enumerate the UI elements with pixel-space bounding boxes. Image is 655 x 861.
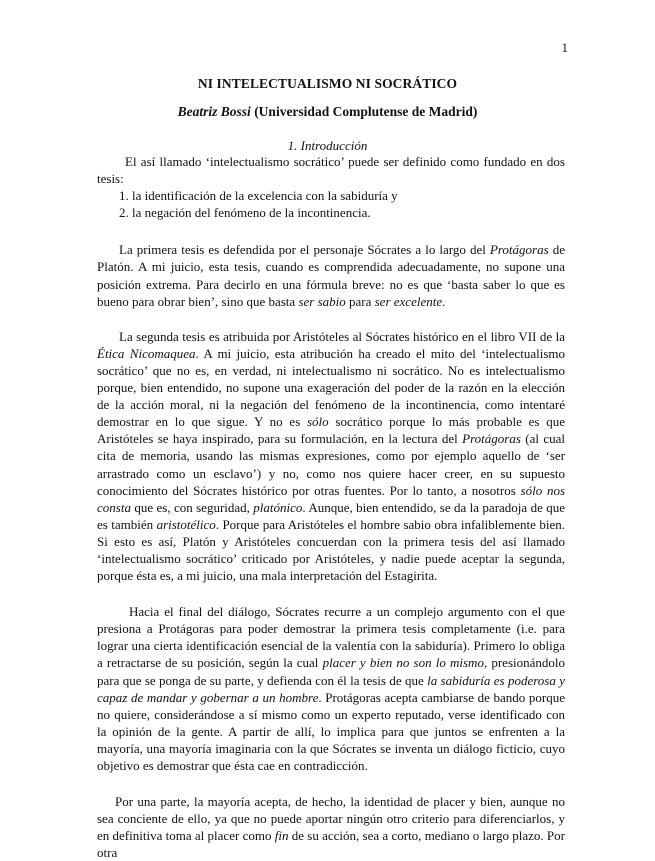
author-name: Beatriz Bossi [177, 104, 251, 119]
intro-paragraph: El así llamado ‘intelectualismo socrático’ puede ser definido como fundado en dos tesis: [97, 154, 565, 187]
paragraph-3: Hacia el final del diálogo, Sócrates recurre a un complejo argumento con el que presiona a Protágoras para poder demostrar la primera tesis completamente (i.e. para lograr una cierta identificación esencial de la valentía con la sabiduría). Primero lo obliga a retractarse de su posición, según la cual placer y bien no son lo mismo, presionándolo para que se ponga de su parte, y defienda con él la tesis de que la sabiduría es poderosa y capaz de mandar y gobernar a un hombre. Protágoras acepta cambiarse de bando porque no quiere, considerándose a sí mismo como un experto reputado, verse identificado con la opinión de la gente. A partir de allí, lo implica para que juntos se enfrenten a la mayoría, una mayoría imaginaria con la que Sócrates se inventa un diálogo ficticio, cuyo objetivo es demostrar que ésta cae en contradicción. [97, 604, 566, 773]
author-affiliation: (Universidad Complutense de Madrid) [254, 104, 478, 119]
page-number: 1 [561, 40, 568, 55]
thesis-item-2: 2. la negación del fenómeno de la incontinencia. [119, 205, 371, 221]
paragraph-2: La segunda tesis es atribuida por Aristóteles al Sócrates histórico en el libro VII de la Ética Nicomaquea. A mi juicio, esta atribución ha creado el mito del ‘intelectualismo socrático’ que no es, en verdad, ni intelectualismo ni socrático. No es intelectualismo porque, bien entendido, no supone una exageración del poder de la razón en la elección de la acción moral, ni la negación del fenómeno de la incontinencia, como intentaré demostrar en lo que sigue. Y no es sólo socrático porque lo más probable es que Aristóteles se haya inspirado, para su formulación, en la lectura del Protágoras (al cual cita de memoria, usando las mismas expresiones, como por ejemplo aquello de ‘ser arrastrado como un esclavo’) y no, como nos quiere hacer creer, en su supuesto conocimiento del Sócrates histórico por otras fuentes. Por lo tanto, a nosotros sólo nos consta que es, con seguridad, platónico. Aunque, bien entendido, se da la paradoja de que es también aristotélico. Porque para Aristóteles el hombre sabio obra infaliblemente bien. Si esto es así, Platón y Aristóteles concuerdan con la primera tesis del así llamado ‘intelectualismo socrático’ criticado por Aristóteles, y nadie puede aceptar la segunda, porque ésta es, a mi juicio, una mala interpretación del Estagirita. [97, 328, 566, 584]
paragraph-4: Por una parte, la mayoría acepta, de hecho, la identidad de placer y bien, aunque no sea conciente de ello, ya que no puede aportar ningún otro criterio para diferenciarlos, y en definitiva toma al placer como fin de su acción, sea a corto, mediano o largo plazo. Por otra [97, 794, 565, 861]
thesis-item-1: 1. la identificación de la excelencia con la sabiduría y [119, 188, 398, 204]
paragraph-1: La primera tesis es defendida por el personaje Sócrates a lo largo del Protágoras de Platón. A mi juicio, esta tesis, cuando es comprendida adecuadamente, no supone una posición extrema. Para decirlo en una fórmula breve: no es que ‘basta saber lo que es bueno para obrar bien’, sino que basta ser sabio para ser excelente. [97, 242, 565, 309]
section-heading: 1. Introducción [287, 138, 368, 153]
author-line [0, 104, 655, 120]
paper-title: NI INTELECTUALISMO NI SOCRÁTICO [197, 76, 458, 91]
body-text [97, 153, 565, 861]
